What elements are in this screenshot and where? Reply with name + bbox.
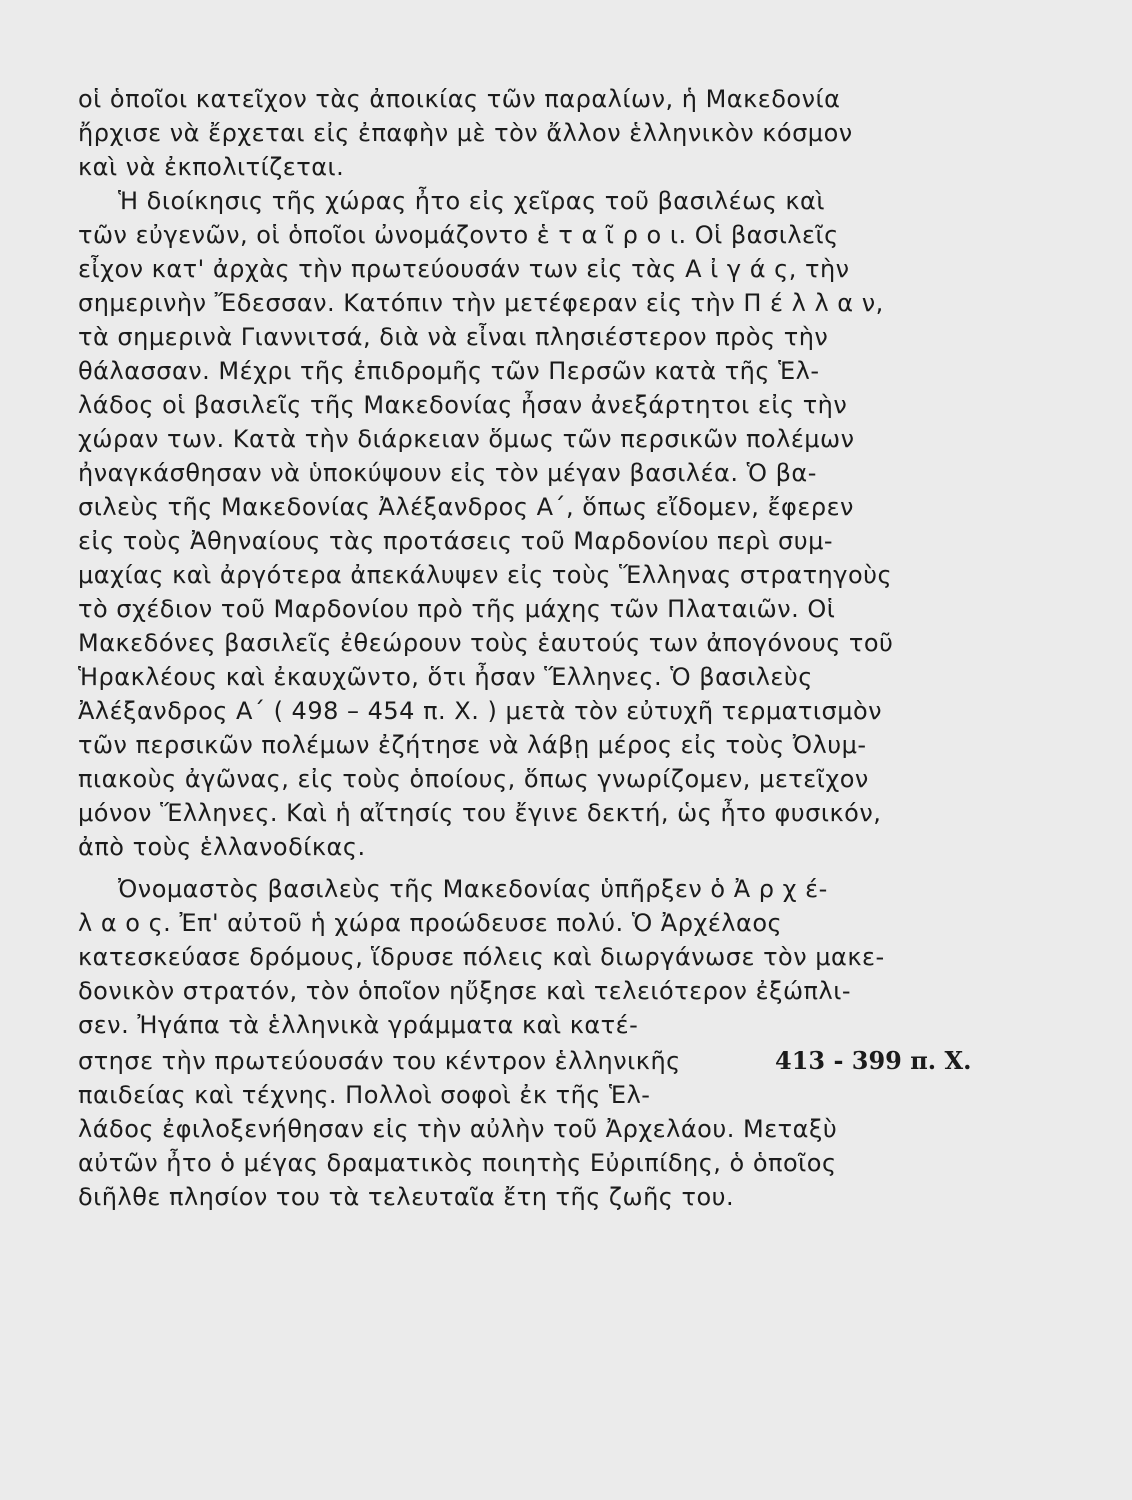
text-line: λάδος οἱ βασιλεῖς τῆς Μακεδονίας ἦσαν ἀνεξάρτητοι εἰς τὴν: [78, 391, 848, 419]
text-line: σιλεὺς τῆς Μακεδονίας Ἀλέξανδρος Α΄, ὅπως εἴδομεν, ἔφερεν: [78, 493, 854, 521]
text-line: ἠναγκάσθησαν νὰ ὑποκύψουν εἰς τὸν μέγαν βασιλέα. Ὁ βα-: [78, 459, 817, 487]
text-line: θάλασσαν. Μέχρι τῆς ἐπιδρομῆς τῶν Περσῶν κατὰ τῆς Ἑλ-: [78, 357, 820, 385]
text-line: μόνον Ἕλληνες. Καὶ ἡ αἴτησίς του ἔγινε δεκτή, ὡς ἦτο φυσικόν,: [78, 799, 882, 827]
text-line: τὰ σημερινὰ Γιαννιτσά, διὰ νὰ εἶναι πλησιέστερον πρὸς τὴν: [78, 323, 829, 351]
margin-date-note: 413 - 399 π. Χ.: [775, 1046, 972, 1075]
text-line: ἤρχισε νὰ ἔρχεται εἰς ἐπαφὴν μὲ τὸν ἄλλον ἑλληνικὸν κόσμον: [78, 119, 853, 147]
text-line: τῶν περσικῶν πολέμων ἐζήτησε νὰ λάβῃ μέρος εἰς τοὺς Ὀλυμ-: [78, 731, 867, 759]
text-line: τῶν εὐγενῶν, οἱ ὁποῖοι ὠνομάζοντο ἑ τ α ῖ ρ ο ι. Οἱ βασιλεῖς: [78, 221, 839, 249]
paragraph-start-line: Ἡ διοίκησις τῆς χώρας ἦτο εἰς χεῖρας τοῦ βασιλέως καὶ: [118, 187, 825, 215]
text-line: τὸ σχέδιον τοῦ Μαρδονίου πρὸ τῆς μάχης τῶν Πλαταιῶν. Οἱ: [78, 595, 836, 623]
text-line: εἰς τοὺς Ἀθηναίους τὰς προτάσεις τοῦ Μαρδονίου περὶ συμ-: [78, 527, 834, 555]
text-line: σεν. Ἠγάπα τὰ ἑλληνικὰ γράμματα καὶ κατέ-: [78, 1011, 639, 1039]
text-line: Ἡρακλέους καὶ ἐκαυχῶντο, ὅτι ἦσαν Ἕλληνες. Ὁ βασιλεὺς: [78, 663, 813, 691]
text-line: δονικὸν στρατόν, τὸν ὁποῖον ηὔξησε καὶ τελειότερον ἐξώπλι-: [78, 977, 851, 1005]
text-line: καὶ νὰ ἐκπολιτίζεται.: [78, 153, 345, 181]
text-line: ἀπὸ τοὺς ἑλλανοδίκας.: [78, 833, 366, 861]
text-line: εἶχον κατ' ἀρχὰς τὴν πρωτεύουσάν των εἰς τὰς Α ἰ γ ά ς, τὴν: [78, 255, 850, 283]
text-line: μαχίας καὶ ἀργότερα ἀπεκάλυψεν εἰς τοὺς Ἕλληνας στρατηγοὺς: [78, 561, 893, 589]
text-line: διῆλθε πλησίον του τὰ τελευταῖα ἔτη τῆς ζωῆς του.: [78, 1183, 735, 1211]
text-line: οἱ ὁποῖοι κατεῖχον τὰς ἀποικίας τῶν παραλίων, ἡ Μακεδονία: [78, 85, 841, 113]
text-line: σημερινὴν Ἔδεσσαν. Κατόπιν τὴν μετέφεραν εἰς τὴν Π έ λ λ α ν,: [78, 289, 884, 317]
paragraph-start-line: Ὀνομαστὸς βασιλεὺς τῆς Μακεδονίας ὑπῆρξεν ὁ Ἀ ρ χ έ-: [118, 875, 828, 903]
text-line: χώραν των. Κατὰ τὴν διάρκειαν ὅμως τῶν περσικῶν πολέμων: [78, 425, 855, 453]
text-line: Ἀλέξανδρος Α΄ ( 498 – 454 π. Χ. ) μετὰ τὸν εὐτυχῆ τερματισμὸν: [78, 697, 883, 725]
text-line: πιακοὺς ἀγῶνας, εἰς τοὺς ὁποίους, ὅπως γνωρίζομεν, μετεῖχον: [78, 765, 869, 793]
text-line: παιδείας καὶ τέχνης. Πολλοὶ σοφοὶ ἐκ τῆς Ἑλ-: [78, 1081, 651, 1109]
text-line: κατεσκεύασε δρόμους, ἵδρυσε πόλεις καὶ διωργάνωσε τὸν μακε-: [78, 943, 885, 971]
text-line: λ α ο ς. Ἐπ' αὐτοῦ ἡ χώρα προώδευσε πολύ. Ὁ Ἀρχέλαος: [78, 909, 783, 937]
text-line: αὐτῶν ἦτο ὁ μέγας δραματικὸς ποιητὴς Εὐριπίδης, ὁ ὁποῖος: [78, 1149, 837, 1177]
text-line: στησε τὴν πρωτεύουσάν του κέντρον ἑλληνικῆς: [78, 1047, 681, 1075]
text-line: Μακεδόνες βασιλεῖς ἐθεώρουν τοὺς ἑαυτούς των ἀπογόνους τοῦ: [78, 629, 894, 657]
text-line: λάδος ἐφιλοξενήθησαν εἰς τὴν αὐλὴν τοῦ Ἀρχελάου. Μεταξὺ: [78, 1115, 838, 1143]
